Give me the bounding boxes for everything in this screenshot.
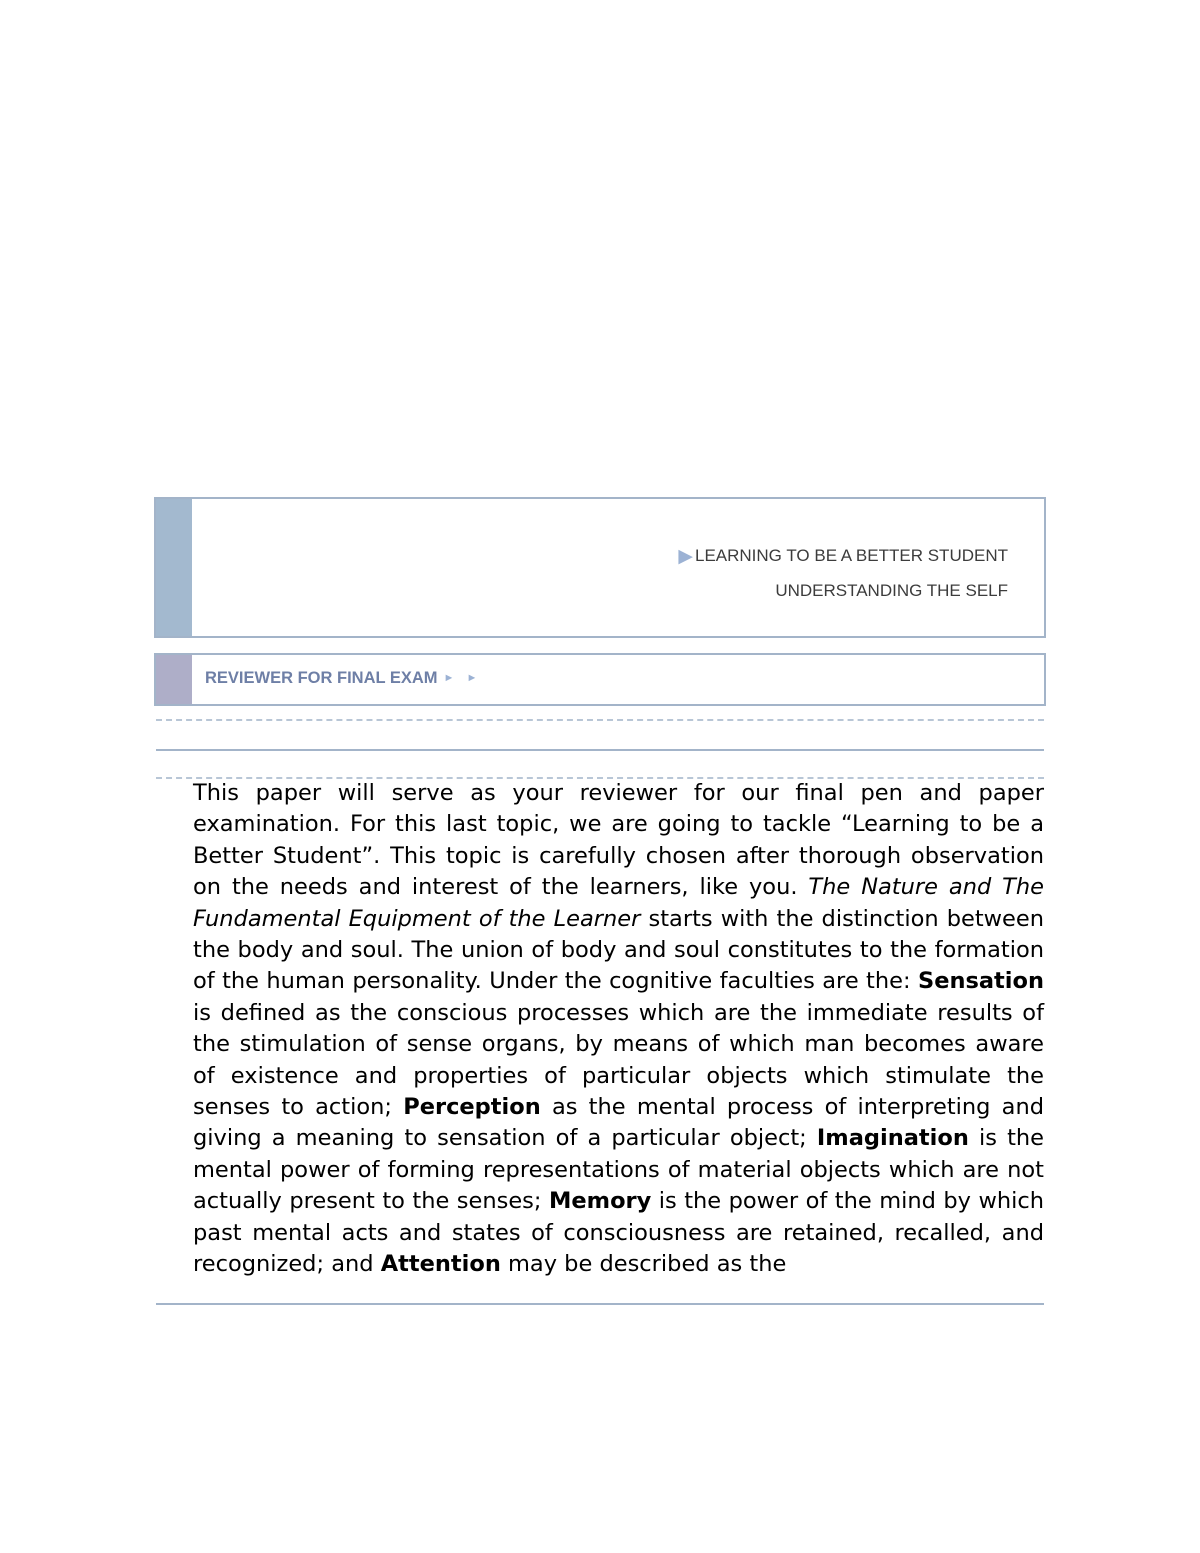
term-memory: Memory	[548, 1188, 652, 1215]
term-imagination: Imagination	[816, 1125, 969, 1152]
subtitle-label: REVIEWER FOR FINAL EXAM	[205, 669, 438, 687]
dashed-divider	[156, 719, 1044, 721]
title-box	[154, 497, 1046, 638]
body-text-segment: is defined as the conscious processes which are the immediate results of the stimulation of sense organs, by means of which man becomes aware of existence and properties of particular objects which stimulate the senses to action;	[193, 999, 1044, 1121]
italic-title: The Nature and The Fundamental Equipment of the Learner	[193, 874, 1045, 932]
term-sensation: Sensation	[917, 968, 1044, 995]
body-text-segment: is the mental power of forming representations of material objects which are not actually present to the senses;	[193, 1125, 1044, 1215]
title-line-1	[678, 539, 1008, 574]
title-block	[678, 539, 1008, 608]
body-text-segment: may be described as the	[500, 1251, 787, 1278]
title-accent-bar	[156, 499, 192, 636]
subtitle-block	[205, 669, 477, 688]
term-perception: Perception	[403, 1094, 541, 1121]
body-text-segment: as the mental process of interpreting and giving a meaning to sensation of a particular object;	[193, 1094, 1044, 1152]
subtitle-box	[154, 653, 1046, 706]
body-text-segment: starts with the distinction between the body and soul. The union of body and soul constitutes to the formation of the human personality. Under the cognitive faculties are the:	[193, 905, 1044, 995]
body-text-segment: This paper will serve as your reviewer for our final pen and paper examination. For this last topic, we are going to tackle “Learning to be a Better Student”. This topic is carefully chosen after thorough observation on the needs and interest of the learners, like you.	[193, 780, 1044, 901]
arrow-right-icon: ►	[443, 672, 455, 684]
solid-divider	[156, 749, 1044, 751]
body-text-segment: is the power of the mind by which past mental acts and states of consciousness are retained, recalled, and recognized; and	[193, 1188, 1045, 1278]
document-title: LEARNING TO BE A BETTER STUDENT	[695, 546, 1008, 565]
footer-divider	[156, 1303, 1044, 1305]
title-line-2: UNDERSTANDING THE SELF	[775, 581, 1008, 600]
arrow-right-icon: ►	[466, 672, 478, 684]
subtitle-accent-bar	[156, 655, 192, 704]
triangle-right-icon: ▶	[678, 546, 693, 567]
body-paragraph	[193, 778, 1044, 1281]
term-attention: Attention	[380, 1251, 501, 1278]
